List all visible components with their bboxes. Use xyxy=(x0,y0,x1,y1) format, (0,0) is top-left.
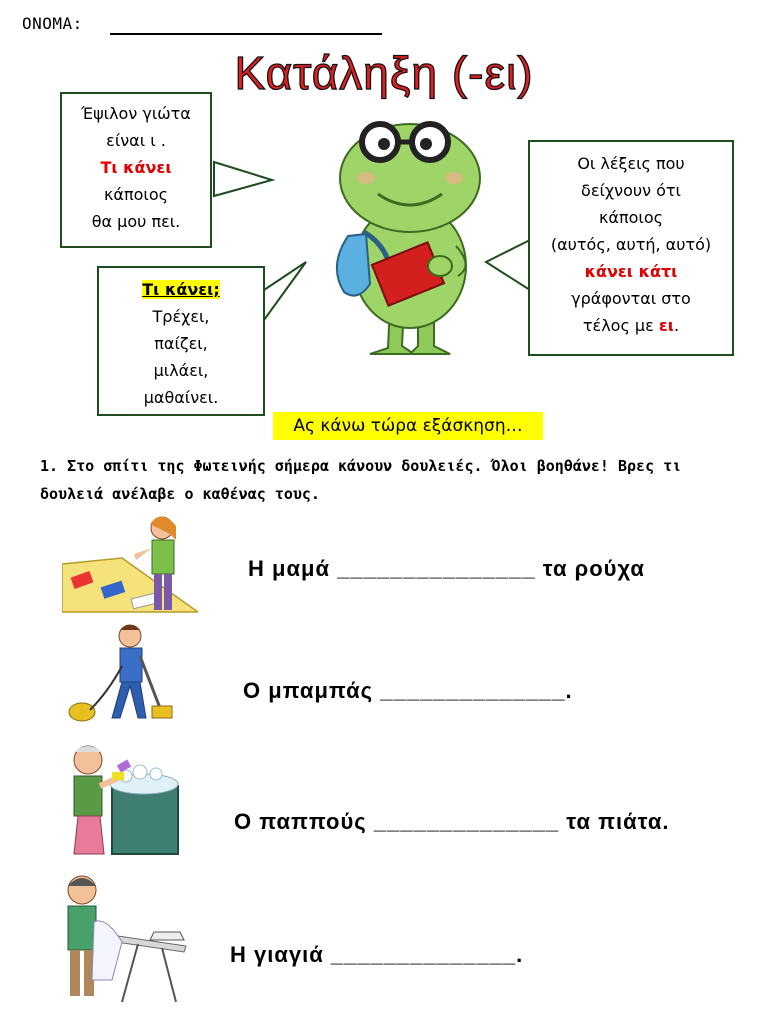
bubble-highlight: Τι κάνει xyxy=(100,158,172,177)
item-subject: Ο μπαμπάς xyxy=(243,678,374,703)
item-subject: Η γιαγιά xyxy=(230,942,324,967)
exercise-number: 1. xyxy=(40,457,59,475)
speech-bubble-right xyxy=(528,140,734,356)
bubble-tail-left-bottom xyxy=(264,262,306,320)
item-subject: Η μαμά xyxy=(248,556,330,581)
verb-item: μαθαίνει. xyxy=(143,388,219,407)
answer-blank[interactable]: ______________ xyxy=(330,942,517,967)
bubble-text: δείχνουν ότι xyxy=(581,181,681,200)
item-ending: . xyxy=(516,942,524,967)
bubble-text: τέλος με xyxy=(582,316,654,335)
bubble-text: θα μου πει. xyxy=(91,212,181,231)
exercise-item-4 xyxy=(230,942,523,968)
exercise-instruction xyxy=(40,452,740,508)
mother-laundry-illustration xyxy=(62,514,198,614)
bubble-text: . xyxy=(673,316,680,335)
item-ending: τα πιάτα. xyxy=(566,809,670,834)
speech-bubble-left-top xyxy=(60,92,212,248)
answer-blank[interactable]: ______________ xyxy=(380,678,566,703)
bubble-text: γράφονται στο xyxy=(571,289,691,308)
grandfather-dishes-illustration xyxy=(56,742,182,860)
bubble-tail-left-top xyxy=(214,162,272,196)
item-ending: . xyxy=(565,678,573,703)
speech-bubble-left-bottom xyxy=(97,266,265,416)
father-vacuum-illustration xyxy=(68,622,178,726)
bubble-highlight: κάνει κάτι xyxy=(584,262,678,281)
grandmother-ironing-illustration xyxy=(58,872,190,1004)
ending-highlight: ει xyxy=(658,316,674,335)
exercise-item-1 xyxy=(248,556,645,582)
verb-item: Τρέχει, xyxy=(152,307,210,326)
bubble-text: κάποιος xyxy=(599,208,663,227)
frog-mascot-illustration xyxy=(318,116,498,366)
answer-blank[interactable]: ______________ xyxy=(373,809,560,834)
bubble-text: (αυτός, αυτή, αυτό) xyxy=(550,235,712,254)
exercise-text: Στο σπίτι της Φωτεινής σήμερα κάνουν δουλειές. Όλοι βοηθάνε! Βρες τι δουλειά ανέλαβε ο καθένας τους. xyxy=(40,457,682,503)
answer-blank[interactable]: _______________ xyxy=(337,556,536,581)
verb-item: μιλάει, xyxy=(153,361,209,380)
name-label: ΟΝΟΜΑ: xyxy=(22,14,83,33)
item-subject: Ο παππούς xyxy=(234,809,367,834)
bubble-text: Έψιλον γιώτα xyxy=(81,104,191,123)
verb-item: παίζει, xyxy=(154,334,208,353)
exercise-item-3 xyxy=(234,809,669,835)
item-ending: τα ρούχα xyxy=(542,556,645,581)
exercise-item-2 xyxy=(243,678,573,704)
bubble-text: είναι ι . xyxy=(106,131,166,150)
bubble-text: κάποιος xyxy=(104,185,168,204)
page-title: Κατάληξη (-ει) xyxy=(234,47,534,99)
practice-banner: Ας κάνω τώρα εξάσκηση… xyxy=(273,412,543,440)
bubble-heading: Τι κάνει; xyxy=(142,280,220,299)
bubble-text: Οι λέξεις που xyxy=(577,154,685,173)
